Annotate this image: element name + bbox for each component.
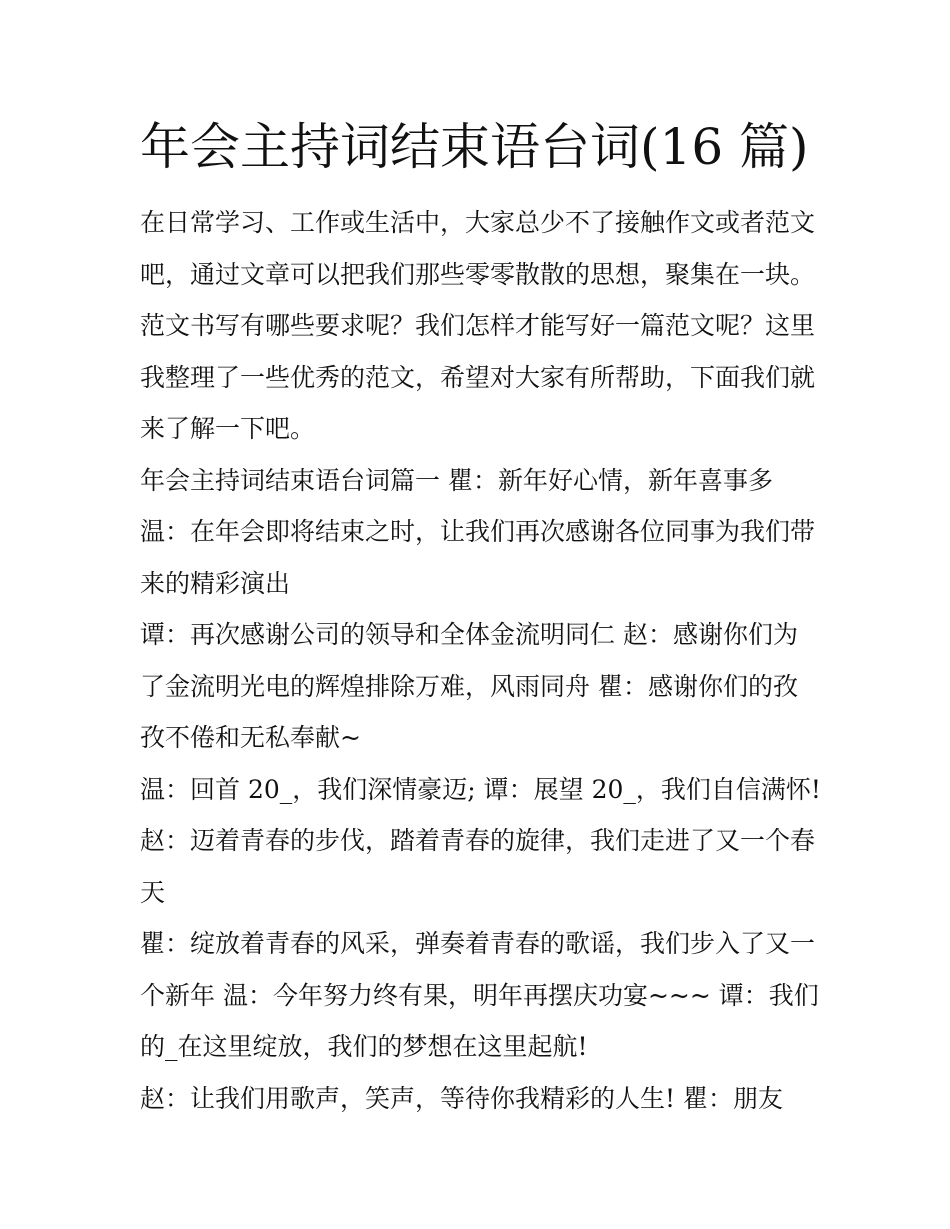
text-line: 的_在这里绽放，我们的梦想在这里起航! <box>140 1032 588 1061</box>
text-line: 个新年 温：今年努力终有果，明年再摆庆功宴~~~ 谭：我们 <box>140 980 819 1010</box>
text-line: 谭：再次感谢公司的领导和全体金流明同仁 赵：感谢你们为 <box>140 620 798 649</box>
text-line: 我整理了一些优秀的范文，希望对大家有所帮助，下面我们就 <box>140 362 816 392</box>
text-line: 天 <box>140 877 166 907</box>
text-line: 范文书写有哪些要求呢？我们怎样才能写好一篇范文呢？这里 <box>140 311 816 340</box>
text-line: 瞿：绽放着青春的风采，弹奏着青春的歌谣，我们步入了又一 <box>140 929 816 958</box>
text-line: 温：回首 20_，我们深情豪迈; 谭：展望 20_，我们自信满怀! <box>140 774 821 804</box>
text-line: 年会主持词结束语台词篇一 瞿：新年好心情，新年喜事多 <box>140 465 773 495</box>
text-line: 在日常学习、工作或生活中，大家总少不了接触作文或者范文 <box>140 208 816 237</box>
text-line: 孜不倦和无私奉献~ <box>140 723 361 752</box>
text-line: 吧，通过文章可以把我们那些零零散散的思想，聚集在一块。 <box>140 259 816 289</box>
document-body <box>140 197 830 1124</box>
text-line: 温：在年会即将结束之时，让我们再次感谢各位同事为我们带 <box>140 517 816 546</box>
text-line: 赵：迈着青春的步伐，踏着青春的旋律，我们走进了又一个春 <box>140 826 816 855</box>
text-line: 来了解一下吧。 <box>140 414 316 443</box>
text-line: 赵：让我们用歌声，笑声，等待你我精彩的人生! 瞿：朋友 <box>140 1083 783 1113</box>
text-line: 了金流明光电的辉煌排除万难，风雨同舟 瞿：感谢你们的孜 <box>140 671 798 701</box>
text-line: 来的精彩演出 <box>140 568 291 598</box>
document-title: 年会主持词结束语台词(16 篇) <box>140 118 809 176</box>
